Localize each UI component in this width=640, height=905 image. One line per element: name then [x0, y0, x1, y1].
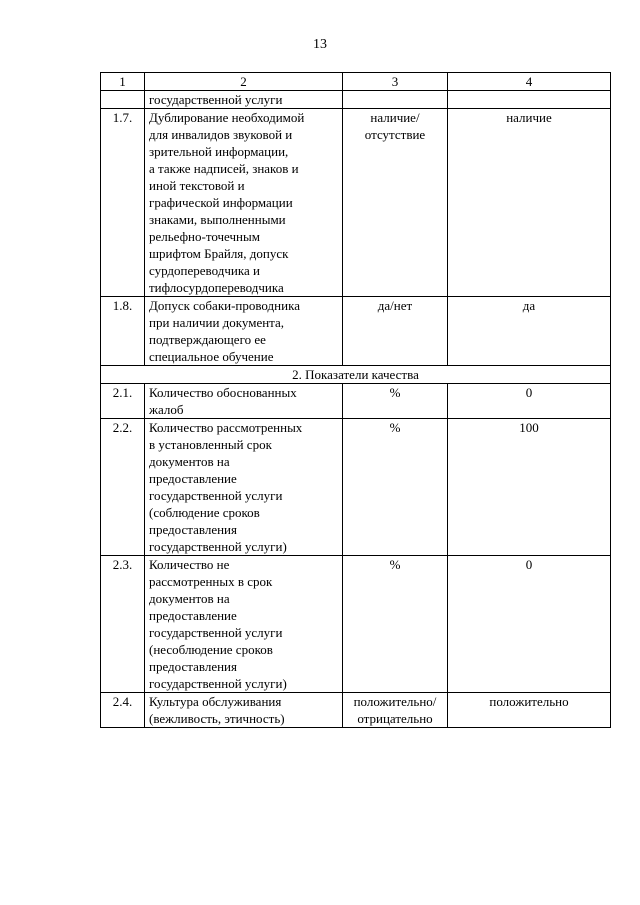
- table-row: [101, 556, 611, 693]
- row-indicator-name: Количество рассмотренных в установленный срок документов на предоставление государственной услуги (соблюдение сроков предоставления государственной услуги): [145, 419, 343, 556]
- header-cell-2: 2: [145, 73, 343, 91]
- section-title: 2. Показатели качества: [101, 366, 611, 384]
- indicators-table: [100, 72, 611, 728]
- row-indicator-name: государственной услуги: [145, 91, 343, 109]
- table-row: [101, 297, 611, 366]
- row-indicator-name: Допуск собаки-проводника при наличии документа, подтверждающего ее специальное обучение: [145, 297, 343, 366]
- table-row: [101, 109, 611, 297]
- header-cell-3: 3: [343, 73, 448, 91]
- row-number: 1.8.: [101, 297, 145, 366]
- row-unit: наличие/ отсутствие: [343, 109, 448, 297]
- table-row: [101, 419, 611, 556]
- row-number: 1.7.: [101, 109, 145, 297]
- row-indicator-name: Количество обоснованных жалоб: [145, 384, 343, 419]
- row-unit: %: [343, 419, 448, 556]
- header-cell-4: 4: [448, 73, 611, 91]
- row-number: 2.2.: [101, 419, 145, 556]
- table-header-row: [101, 73, 611, 91]
- row-value: [448, 91, 611, 109]
- row-value: 0: [448, 384, 611, 419]
- row-value: да: [448, 297, 611, 366]
- row-number: 2.4.: [101, 693, 145, 728]
- row-unit: %: [343, 384, 448, 419]
- row-unit: да/нет: [343, 297, 448, 366]
- row-unit: %: [343, 556, 448, 693]
- row-unit: [343, 91, 448, 109]
- table-row: [101, 384, 611, 419]
- row-number: 2.1.: [101, 384, 145, 419]
- row-number: [101, 91, 145, 109]
- row-indicator-name: Культура обслуживания (вежливость, этичность): [145, 693, 343, 728]
- row-number: 2.3.: [101, 556, 145, 693]
- row-value: 100: [448, 419, 611, 556]
- table-row: [101, 91, 611, 109]
- header-cell-1: 1: [101, 73, 145, 91]
- row-indicator-name: Количество не рассмотренных в срок документов на предоставление государственной услуги (несоблюдение сроков предоставления государственной услуги): [145, 556, 343, 693]
- table-row: [101, 693, 611, 728]
- page-number: 13: [313, 37, 327, 52]
- row-value: наличие: [448, 109, 611, 297]
- row-value: 0: [448, 556, 611, 693]
- section-title-row: [101, 366, 611, 384]
- row-unit: положительно/ отрицательно: [343, 693, 448, 728]
- row-value: положительно: [448, 693, 611, 728]
- row-indicator-name: Дублирование необходимой для инвалидов звуковой и зрительной информации, а также надписей, знаков и иной текстовой и графической информации знаками, выполненными рельефно-точечным шрифтом Брайля, допуск сурдопереводчика и тифлосурдопереводчика: [145, 109, 343, 297]
